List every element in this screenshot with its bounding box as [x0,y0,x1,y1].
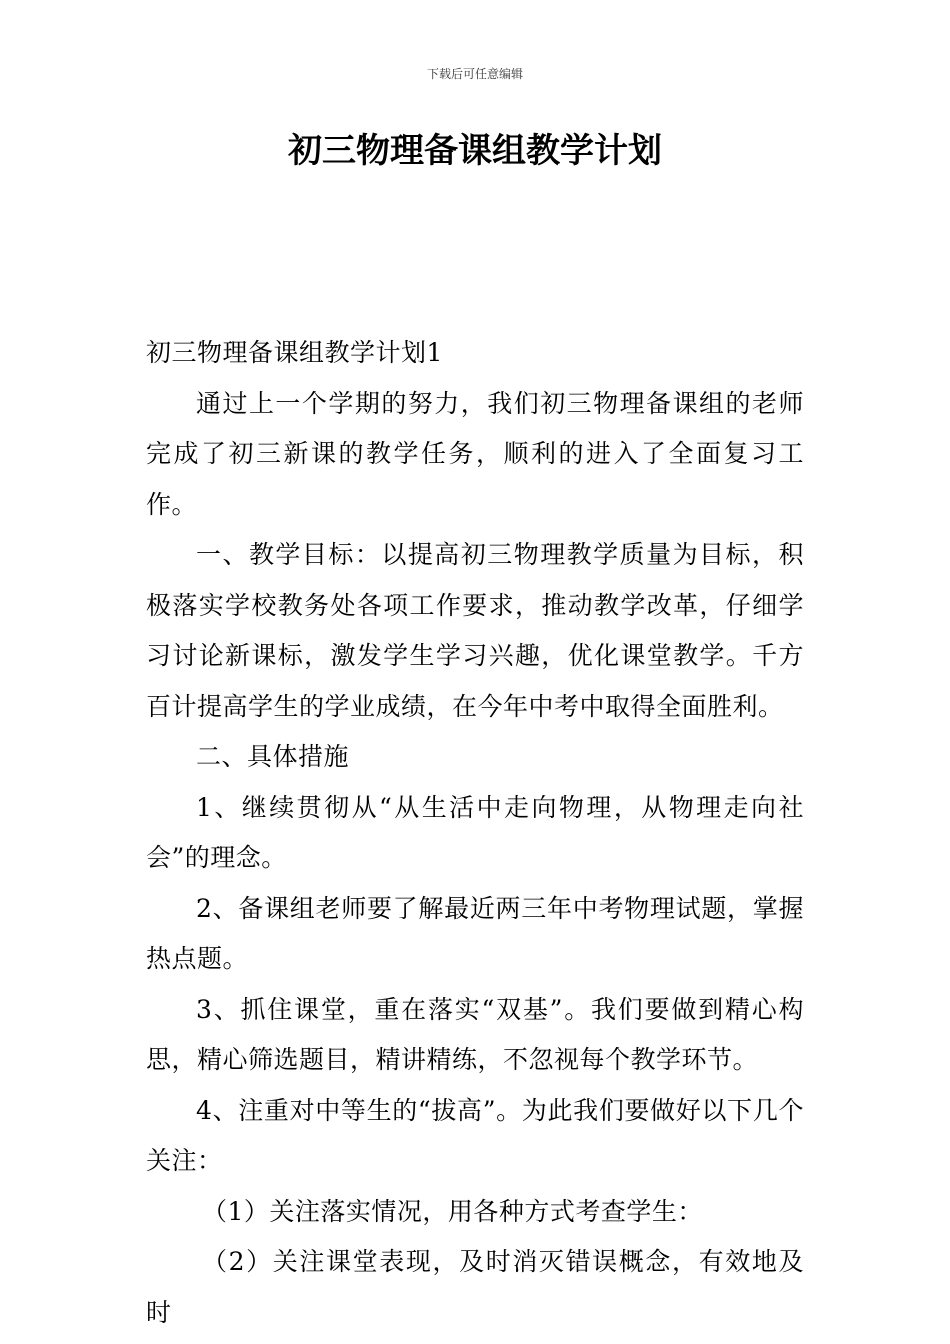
paragraph-sub-1: （1）关注落实情况，用各种方式考查学生： [202,1196,703,1226]
page-header-note: 下载后可任意编辑 [426,67,523,81]
paragraph-intro: 通过上一个学期的努力，我们初三物理备课组的老师完成了初三新课的教学任务，顺利的进入了全面复习工作。 [146,388,804,519]
paragraph-teaching-goals: 一、教学目标：以提高初三物理教学质量为目标，积极落实学校教务处各项工作要求，推动教学改革，仔细学习讨论新课标，激发学生学习兴趣，优化课堂教学。千方百计提高学生的学业成绩，在今年中考中取得全面胜利。 [146,540,804,721]
paragraph-measure-1: 1、继续贯彻从“从生活中走向物理，从物理走向社会”的理念。 [146,792,804,872]
document-body [146,328,804,1338]
paragraph-measure-2: 2、备课组老师要了解最近两三年中考物理试题，掌握热点题。 [146,893,804,973]
paragraph-sub-2: （2）关注课堂表现，及时消灭错误概念，有效地及时 [146,1247,804,1327]
section-heading: 初三物理备课组教学计划1 [146,338,443,367]
paragraph-measures-heading: 二、具体措施 [196,742,350,771]
paragraph-measure-3: 3、抓住课堂，重在落实“双基”。我们要做到精心构思，精心筛选题目，精讲精练，不忽视每个教学环节。 [146,994,804,1074]
document-title: 初三物理备课组教学计划 [288,131,662,171]
paragraph-measure-4: 4、注重对中等生的“拔高”。为此我们要做好以下几个关注： [146,1095,804,1175]
